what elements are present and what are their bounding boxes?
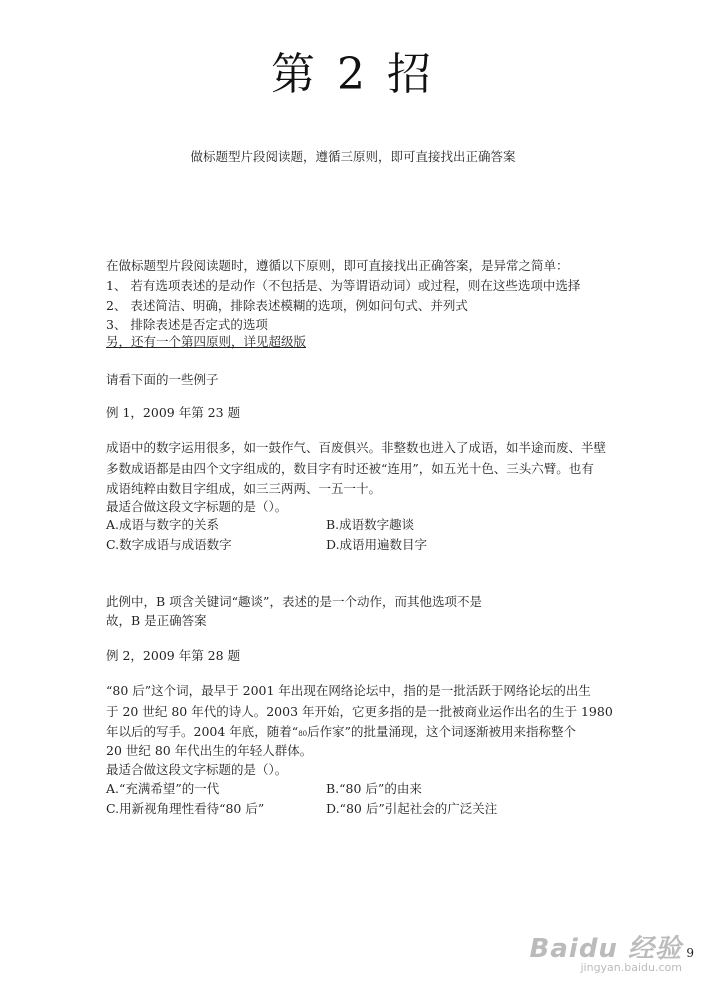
subtitle: 做标题型片段阅读题，遵循三原则，即可直接找出正确答案 xyxy=(190,149,516,164)
rule-3: 3、 排除表述是否定式的选项 xyxy=(106,317,268,332)
option-d: D.“80 后”引起社会的广泛关注 xyxy=(326,801,498,816)
watermark-url: jingyan.baidu.com xyxy=(580,961,682,974)
example1-heading: 例 1，2009 年第 23 题 xyxy=(106,405,241,420)
example1-passage-line: 成语中的数字运用很多，如一鼓作气、百废俱兴。非整数也进入了成语，如半途而废、半壁 xyxy=(106,440,607,455)
example2-heading: 例 2，2009 年第 28 题 xyxy=(106,648,241,663)
examples-intro: 请看下面的一些例子 xyxy=(106,372,219,387)
example2-passage-line xyxy=(106,724,576,742)
passage-text: 后作家”的批量涌现，这个词逐渐被用来指称整个 xyxy=(307,724,577,739)
example2-passage-line: “80 后”这个词，最早于 2001 年出现在网络论坛中，指的是一批活跃于网络论坛的出生 xyxy=(106,683,591,698)
example1-options-row xyxy=(106,517,606,533)
option-a: A.成语与数字的关系 xyxy=(106,517,220,532)
intro-text: 在做标题型片段阅读题时，遵循以下原则，即可直接找出正确答案，是异常之简单： xyxy=(106,258,569,273)
page-title: 第 2 招 xyxy=(271,49,435,100)
option-c: C.用新视角理性看待“80 后” xyxy=(106,801,265,816)
option-c: C.数字成语与成语数字 xyxy=(106,537,232,552)
example2-question: 最适合做这段文字标题的是（）。 xyxy=(106,762,288,777)
option-d: D.成语用遍数目字 xyxy=(326,537,428,552)
example1-question: 最适合做这段文字标题的是（）。 xyxy=(106,499,288,514)
watermark-logo: Baidu 经验 xyxy=(529,934,682,964)
rule-1: 1、 若有选项表述的是动作（不包括是、为等谓语动词）或过程，则在这些选项中选择 xyxy=(106,278,581,293)
example1-options-row xyxy=(106,537,606,553)
example1-passage-line: 多数成语都是由四个文字组成的，数目字有时还被“连用”，如五光十色、三头六臂。也有 xyxy=(106,461,594,476)
example1-passage-line: 成语纯粹由数目字组成，如三三两两、一五一十。 xyxy=(106,481,382,496)
example2-options-row xyxy=(106,781,606,797)
baidu-watermark xyxy=(530,928,682,974)
subscript-80: 80 xyxy=(298,730,308,738)
option-b: B.“80 后”的由来 xyxy=(326,781,422,796)
option-b: B.成语数字趣谈 xyxy=(326,517,415,532)
page-number: 9 xyxy=(686,946,694,960)
example1-answer: 故，B 是正确答案 xyxy=(106,613,207,628)
example2-options-row xyxy=(106,801,606,817)
rule-2: 2、 表述简洁、明确，排除表述模糊的选项，例如问句式、并列式 xyxy=(106,298,468,313)
option-a: A.“充满希望”的一代 xyxy=(106,781,220,796)
example2-passage-line: 20 世纪 80 年代出生的年轻人群体。 xyxy=(106,743,313,758)
example2-passage-line: 于 20 世纪 80 年代的诗人。2003 年开始，它更多指的是一批被商业运作出名的生于 1980 xyxy=(106,704,613,719)
fourth-rule-link[interactable]: 另，还有一个第四原则，详见超级版 xyxy=(106,334,307,349)
example1-analysis: 此例中，B 项含关键词“趣谈”，表述的是一个动作，而其他选项不是 xyxy=(106,594,482,609)
passage-text: 年以后的写手。2004 年底，随着“ xyxy=(106,724,299,739)
